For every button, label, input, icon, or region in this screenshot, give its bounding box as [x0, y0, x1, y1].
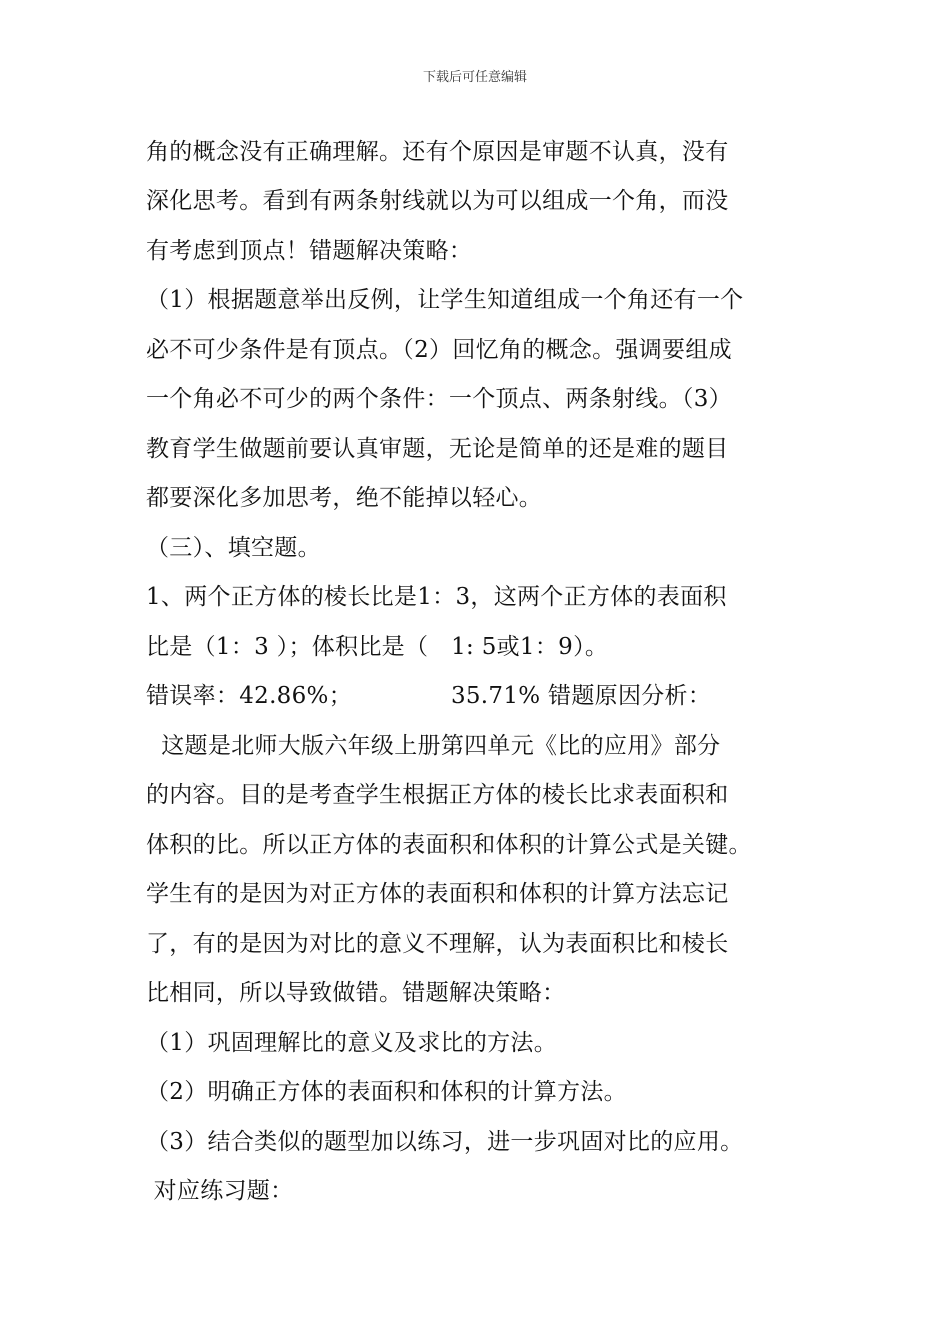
body-line: 一个角必不可少的两个条件：一个顶点、两条射线。（3） [146, 386, 732, 412]
body-line: 角的概念没有正确理解。还有个原因是审题不认真，没有 [146, 139, 729, 165]
body-line: 比相同，所以导致做错。错题解决策略： [146, 980, 566, 1006]
body-line: 这题是北师大版六年级上册第四单元《比的应用》部分 [146, 733, 721, 759]
question-line: 比是（1：3 ）；体积比是（ 1: 5或1：9）。 [146, 634, 609, 660]
strategy-item: （2）明确正方体的表面积和体积的计算方法。 [146, 1079, 627, 1105]
body-line: 了，有的是因为对比的意义不理解，认为表面积比和棱长 [146, 931, 729, 957]
body-line: 教育学生做题前要认真审题，无论是简单的还是难的题目 [146, 436, 729, 462]
body-line: 体积的比。所以正方体的表面积和体积的计算公式是关键。 [146, 832, 752, 858]
section-heading: （三）、填空题。 [146, 535, 321, 561]
subheading: 对应练习题： [146, 1178, 294, 1204]
body-line: 的内容。目的是考查学生根据正方体的棱长比求表面积和 [146, 782, 729, 808]
error-rate-line: 错误率：42.86%； 35.71% 错题原因分析： [146, 683, 712, 709]
question-line: 1、两个正方体的棱长比是1：3，这两个正方体的表面积 [146, 584, 727, 610]
body-line: 深化思考。看到有两条射线就以为可以组成一个角，而没 [146, 188, 729, 214]
body-line: （1）根据题意举出反例，让学生知道组成一个角还有一个 [146, 287, 744, 313]
strategy-item: （1）巩固理解比的意义及求比的方法。 [146, 1030, 558, 1056]
body-line: 必不可少条件是有顶点。（2）回忆角的概念。强调要组成 [146, 337, 732, 363]
strategy-item: （3）结合类似的题型加以练习，进一步巩固对比的应用。 [146, 1129, 744, 1155]
body-line: 有考虑到顶点！错题解决策略： [146, 238, 473, 264]
body-line: 学生有的是因为对正方体的表面积和体积的计算方法忘记 [146, 881, 729, 907]
page-header: 下载后可任意编辑 [422, 70, 527, 85]
body-line: 都要深化多加思考，绝不能掉以轻心。 [146, 485, 543, 511]
